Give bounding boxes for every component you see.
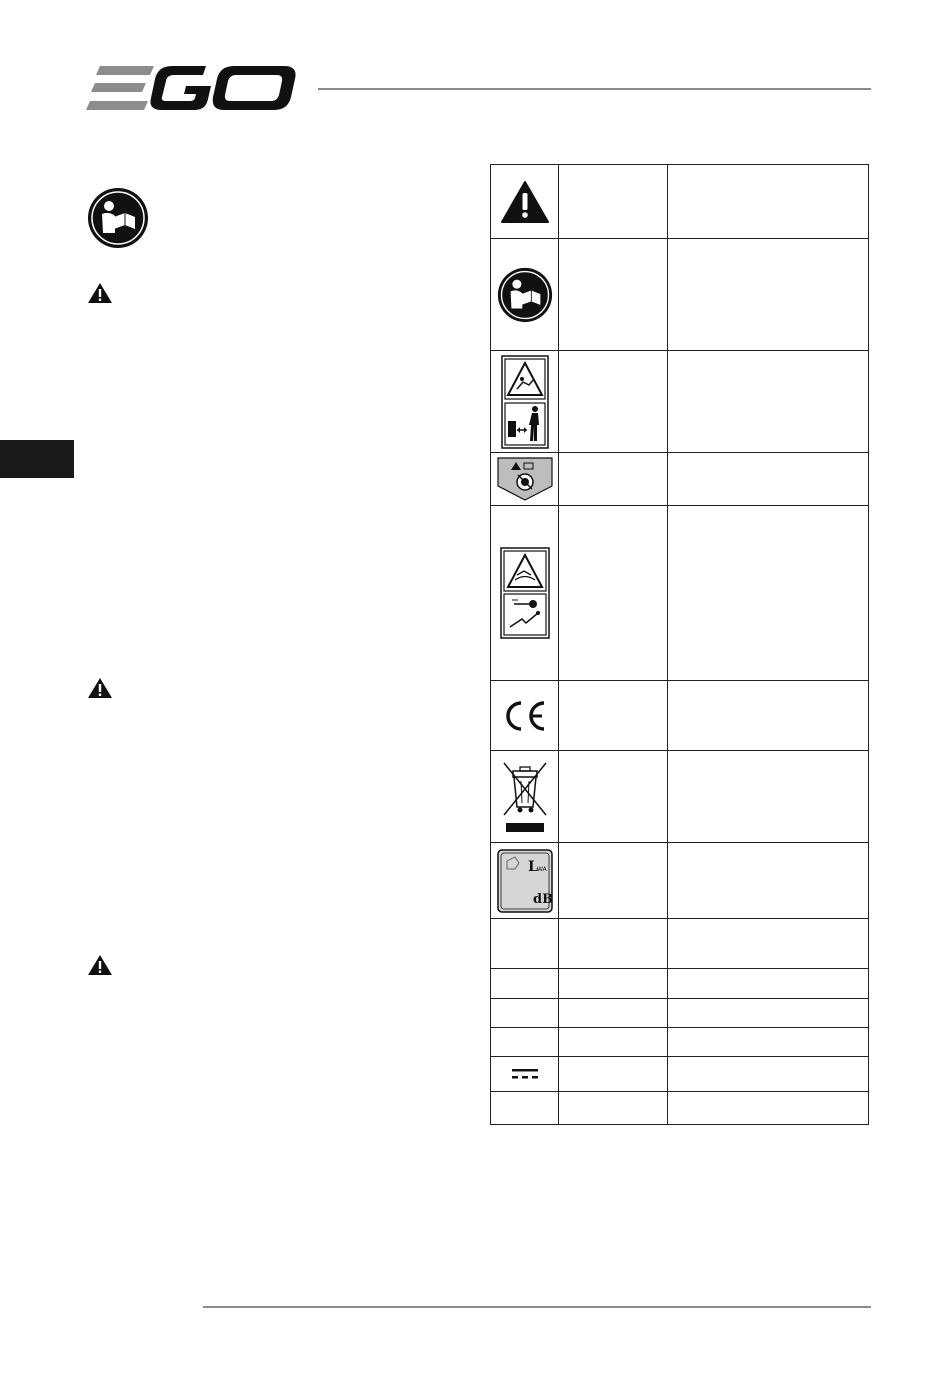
symbol-description <box>668 351 869 453</box>
hot-surface-label-icon <box>496 456 554 502</box>
symbol-name <box>559 351 668 453</box>
symbol-description <box>668 239 869 351</box>
symbol-cell <box>491 165 559 239</box>
language-side-tab <box>0 440 74 478</box>
warning-triangle-icon <box>500 180 550 224</box>
svg-text:WA: WA <box>536 865 547 873</box>
weee-crossed-bin-icon <box>500 757 550 837</box>
footer-rule <box>203 1306 871 1308</box>
symbol-cell <box>491 751 559 843</box>
sound-power-level-icon <box>497 849 553 913</box>
symbol-cell <box>491 453 559 506</box>
symbol-cell <box>491 969 559 999</box>
svg-text:L: L <box>527 858 538 875</box>
symbol-cell <box>491 843 559 919</box>
table-row <box>491 999 869 1028</box>
table-row <box>491 351 869 453</box>
symbol-description <box>668 453 869 506</box>
symbol-description <box>668 751 869 843</box>
symbol-name <box>559 165 668 239</box>
table-row <box>491 165 869 239</box>
symbol-cell <box>491 1057 559 1092</box>
symbol-description <box>668 1028 869 1057</box>
symbol-name <box>559 681 668 751</box>
symbol-cell <box>491 351 559 453</box>
header-rule <box>318 88 871 90</box>
symbol-name <box>559 239 668 351</box>
symbol-cell <box>491 239 559 351</box>
symbol-description <box>668 506 869 681</box>
symbol-name <box>559 751 668 843</box>
symbol-description <box>668 165 869 239</box>
symbol-name <box>559 969 668 999</box>
symbol-name <box>559 843 668 919</box>
table-row <box>491 919 869 969</box>
symbol-name <box>559 1028 668 1057</box>
symbol-cell <box>491 999 559 1028</box>
table-row <box>491 751 869 843</box>
read-manual-icon <box>497 267 553 323</box>
table-row <box>491 1028 869 1057</box>
table-row <box>491 453 869 506</box>
symbol-name <box>559 453 668 506</box>
symbol-cell <box>491 1028 559 1057</box>
table-row <box>491 239 869 351</box>
table-row <box>491 969 869 999</box>
svg-text:dB: dB <box>532 891 553 907</box>
symbol-name <box>559 1057 668 1092</box>
symbol-name <box>559 1092 668 1125</box>
symbol-cell <box>491 919 559 969</box>
symbol-description <box>668 969 869 999</box>
warning-icon <box>87 282 113 304</box>
direct-current-icon <box>510 1066 540 1082</box>
symbol-name <box>559 919 668 969</box>
symbol-description <box>668 681 869 751</box>
ce-mark-icon <box>502 700 548 732</box>
table-row <box>491 843 869 919</box>
symbol-cell <box>491 506 559 681</box>
table-row <box>491 1057 869 1092</box>
table-row <box>491 506 869 681</box>
symbol-description <box>668 843 869 919</box>
symbol-description <box>668 1057 869 1092</box>
ego-logo <box>86 64 298 112</box>
table-row <box>491 681 869 751</box>
symbol-description <box>668 919 869 969</box>
warning-icon <box>87 677 113 699</box>
safety-symbols-table <box>490 164 869 1125</box>
symbol-description <box>668 999 869 1028</box>
thrown-objects-bystander-distance-icon <box>501 355 549 449</box>
warning-icon <box>87 954 113 976</box>
table-row <box>491 1092 869 1125</box>
read-manual-icon <box>87 187 149 249</box>
ego-logo-graphic <box>86 64 298 112</box>
symbol-description <box>668 1092 869 1125</box>
symbol-name <box>559 506 668 681</box>
symbol-cell <box>491 1092 559 1125</box>
symbol-name <box>559 999 668 1028</box>
remove-key-before-maintenance-icon <box>500 547 550 639</box>
symbol-cell <box>491 681 559 751</box>
